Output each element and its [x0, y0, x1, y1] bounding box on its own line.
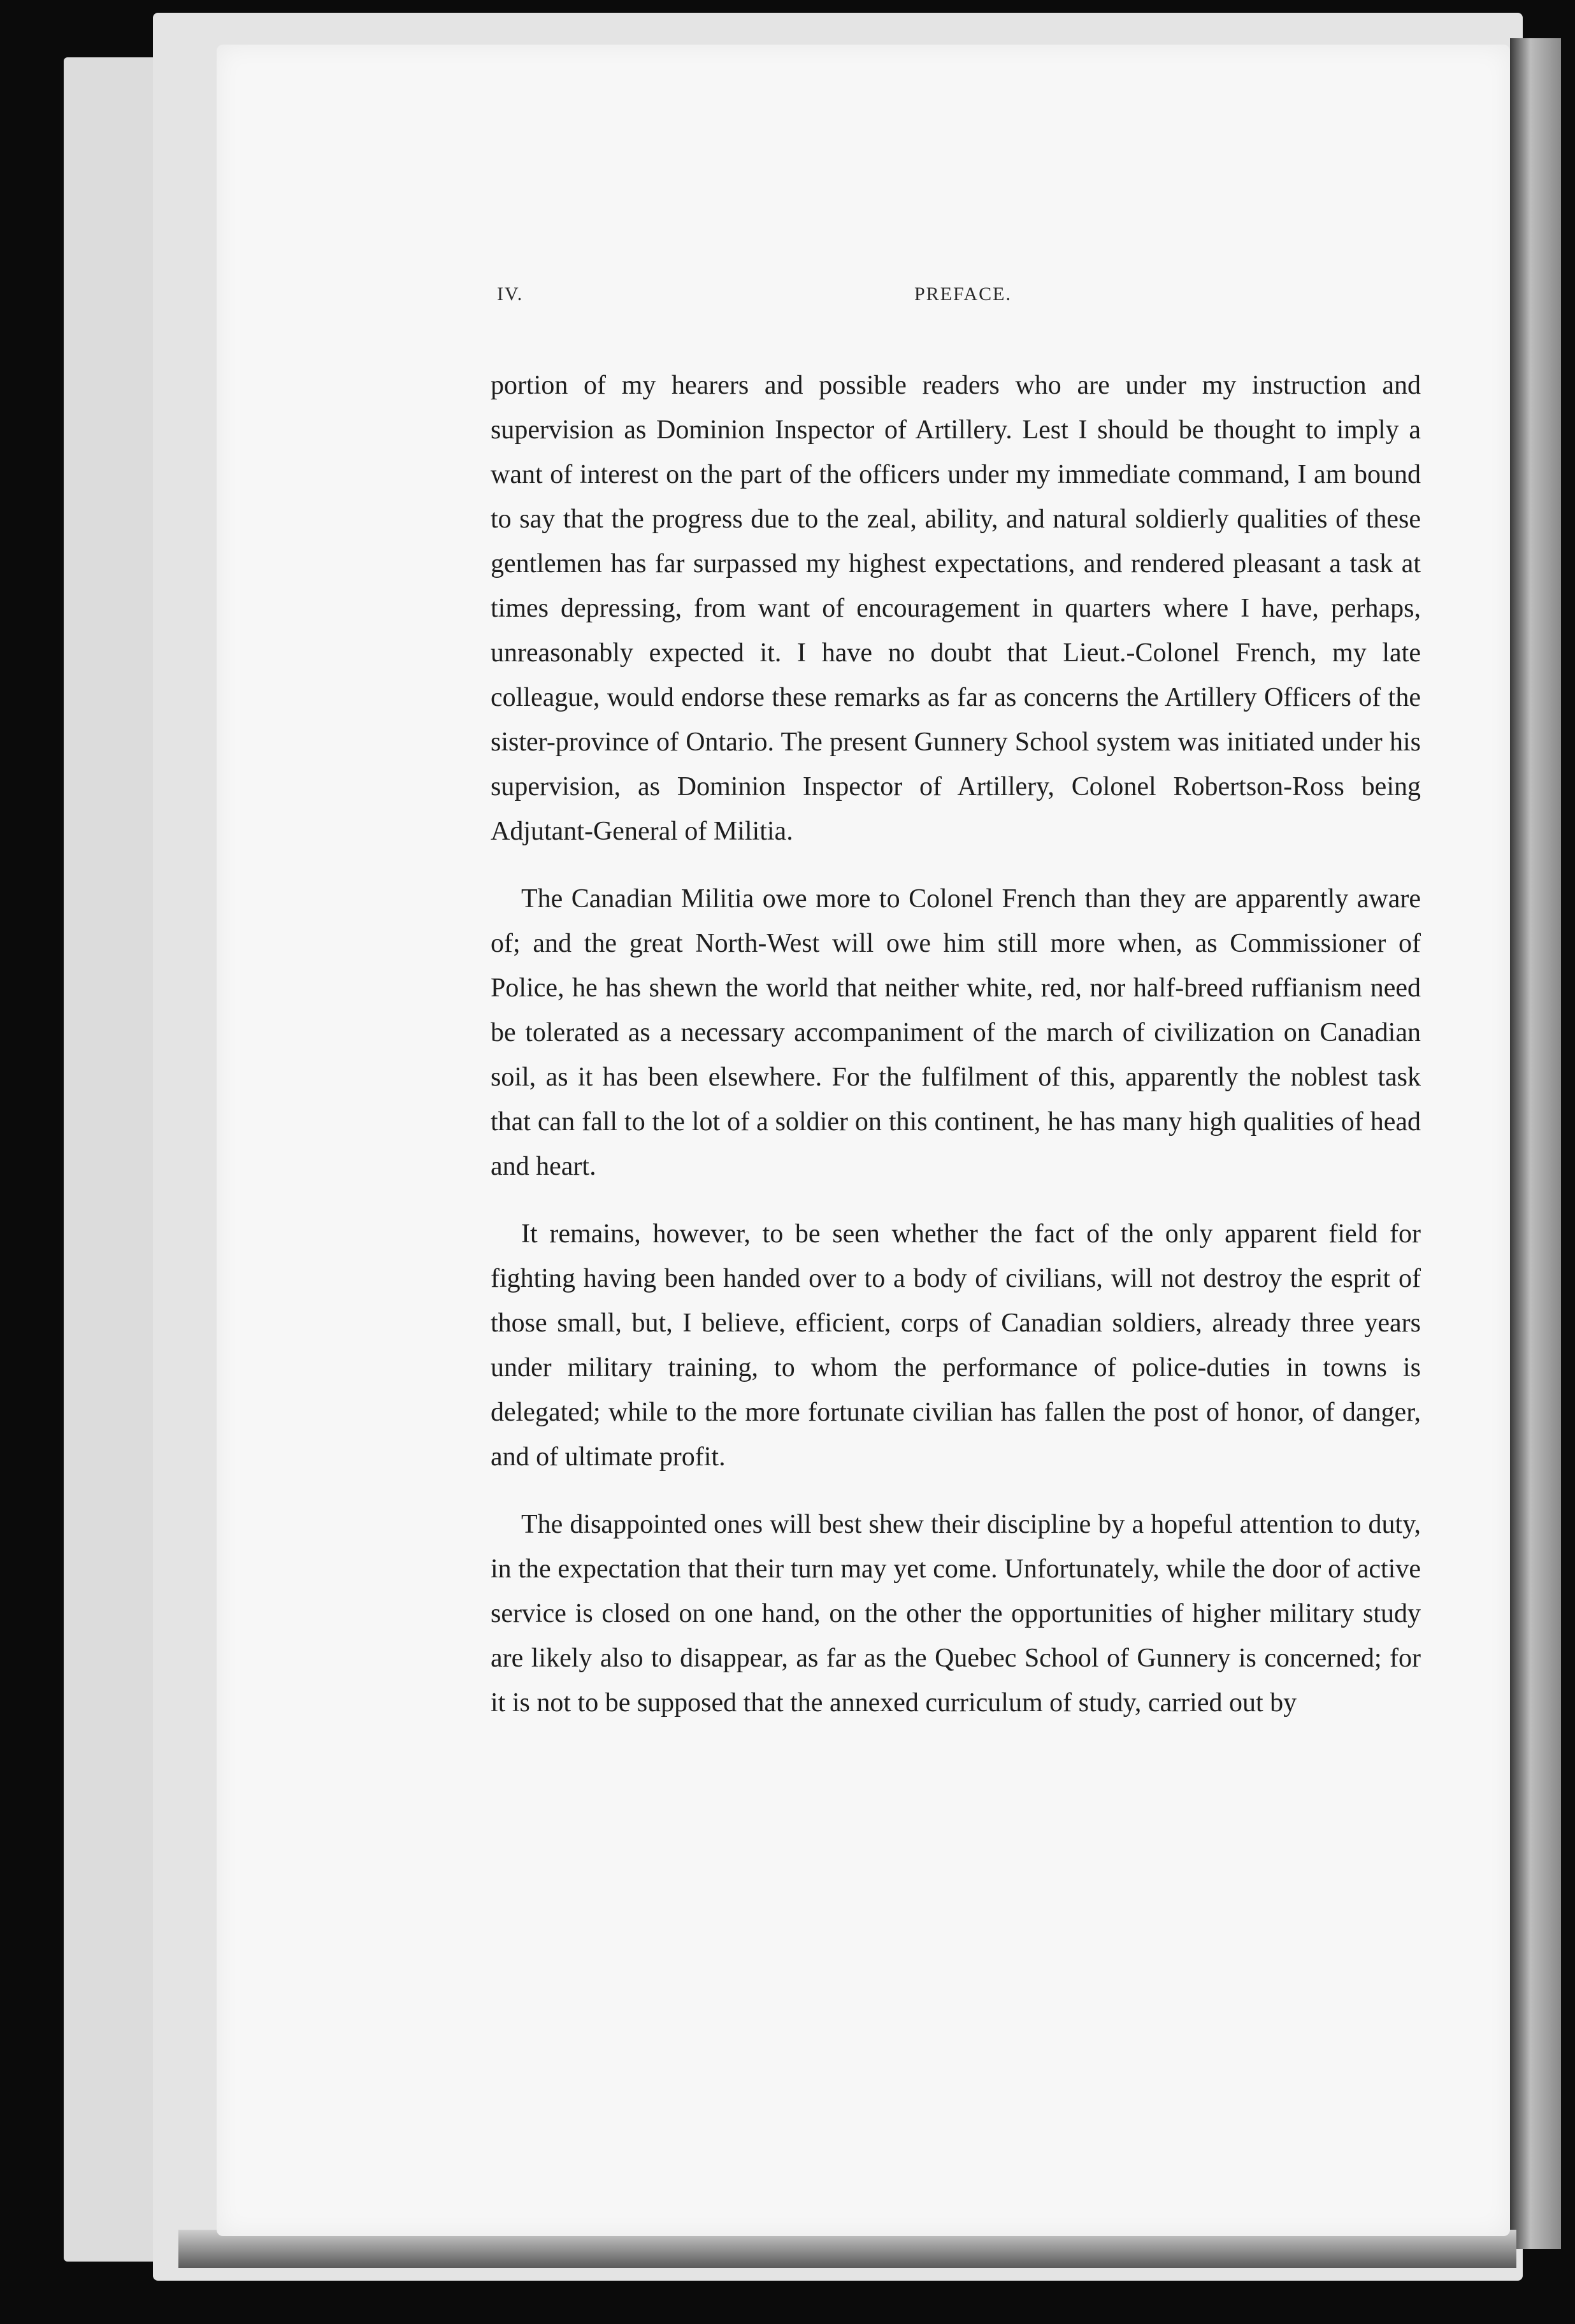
- page-right-edge: [1510, 38, 1561, 2249]
- page-number: IV.: [497, 283, 524, 305]
- paragraph-4: The disappointed ones will best shew their discipline by a hopeful attention to duty, in the expectation that their turn may yet come. Unfortunately, while the door of active service is closed on one hand, on the other the opportunities of higher military study are likely also to disappear, as far as the Quebec School of Gunnery is concerned; for it is not to be supposed that the annexed curriculum of study, carried out by: [491, 1510, 1421, 1718]
- running-title: PREFACE.: [914, 283, 1012, 305]
- paragraph-1: portion of my hearers and possible readers who are under my instruction and supervision as Dominion Inspector of Artillery. Lest I should be thought to imply a want of interest on the part of the officers under my immediate command, I am bound to say that the progress due to the zeal, ability, and natural soldierly qualities of these gentlemen has far surpassed my highest expectations, and rendered pleasant a task at times depressing, from want of encouragement in quarters where I have, perhaps, unreasonably expected it. I have no doubt that Lieut.-Colonel French, my late colleague, would endorse these remarks as far as concerns the Artillery Officers of the sister-province of Ontario. The present Gunnery School system was initiated under his supervision, as Dominion Inspector of Artillery, Colonel Robertson-Ross being Adjutant-General of Militia.: [491, 371, 1421, 846]
- paragraph-2: The Canadian Militia owe more to Colonel French than they are apparently aware of; and the great North-West will owe him still more when, as Commissioner of Police, he has shewn the world that neither white, red, nor half-breed ruffianism need be tolerated as a necessary accompaniment of the march of civilization on Canadian soil, as it has been elsewhere. For the fulfilment of this, apparently the noblest task that can fall to the lot of a soldier on this continent, he has many high qualities of head and heart.: [491, 884, 1421, 1181]
- body-text: [491, 363, 1421, 1748]
- running-head: [497, 283, 1414, 315]
- paragraph-3: It remains, however, to be seen whether the fact of the only apparent field for fighting having been handed over to a body of civilians, will not destroy the esprit of those small, but, I believe, efficient, corps of Canadian soldiers, already three years under military training, to whom the performance of police-duties in towns is delegated; while to the more fortunate civilian has fallen the post of honor, of danger, and of ultimate profit.: [491, 1219, 1421, 1472]
